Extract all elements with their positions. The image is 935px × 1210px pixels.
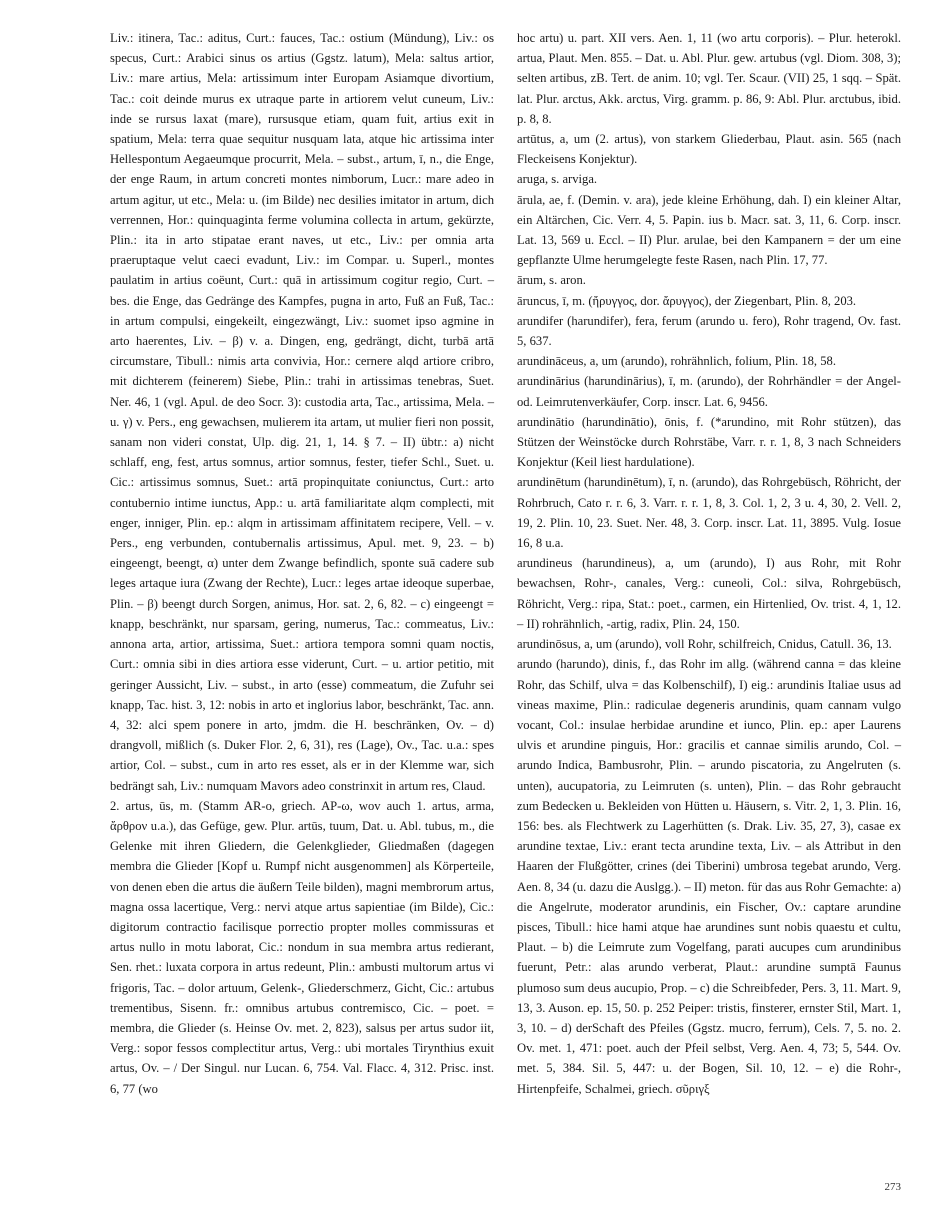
entry-arundinaceus: arundināceus, a, um (arundo), rohrähnlich, folium, Plin. 18, 58. <box>517 354 836 369</box>
entry-arundifer: arundifer (harundifer), fera, ferum (arundo u. fero), Rohr tragend, Ov. fast. 5, 637. <box>517 313 901 349</box>
entry-artus-2: 2. artus, ūs, m. (Stamm AR-o, griech. AP-ω, wov auch 1. artus, arma, ἄρθρον u.a.), das Gefüge, gew. Plur. artūs, tuum, Dat. u. Abl. tubus, m., die Gelenke mit ihren Gliedern, die Gelenkglieder, Gliedmaßen (dagegen membra die Glieder [Kopf u. Rumpf nicht ausgenommen] als Körperteile, von denen eben die artus die äußern Teile bilden), magni membrorum artus, magna ossa lacertique, Verg.: nervi atque artus sapientiae (im Bilde), Cic.: digitorum contractio facilisque porrectio propter molles commissuras et artus nullo in motu laborat, Cic.: nondum in sua membra artus redierant, Sen. rhet.: luxata corpora in artus redeunt, Plin.: ambusti multorum artus vi frigoris, Tac. – dolor artuum, Gelenk-, Gliederschmerz, Gicht, Cic.: artubus trementibus, Sisenn. fr.: omnibus artubus contremisco, Cic. – poet. = membra, die Glieder (s. Heinse Ov. met. 2, 823), salsus per artus sudor iit, Verg.: sopor fessos complectitur artus, Verg.: ubi mortales Tirynthius exuit artus, Ov. – / Der Singul. nur Lucan. 6, 754. Val. Flacc. 4, 312. Prisc. inst. 6, 77 (wo <box>110 798 494 1096</box>
entry-arundinatio: arundinātio (harundinātio), ōnis, f. (*arundino, mit Rohr stützen), das Stützen der Weinstöcke durch Rohrstäbe, Varr. r. r. 1, 8, 3 nach Schneiders Konjektur (Keil liest hardulatione). <box>517 414 901 470</box>
entry-arundo: arundo (harundo), dinis, f., das Rohr im allg. (während canna = das kleine Rohr, das Schilf, ulva = das Kolbenschilf), I) eig.: arundinis Italiae usus ad vineas maxime, Plin.: radiculae degeneris arundinis, quam cannam vulgo vocant, Col.: insulae herbidae arundine et iunco, Plin. ep.: aper Laurens ulvis et arundine pinguis, Hor.: gracilis et cannae similis arundo, Col. – arundo Indica, Bambusrohr, Plin. – arundo piscatoria, zu Angelruten (s. unten), aucupatoria, zu Leimruten (s. unten), Plin. – das Rohr gebraucht zum Bedecken u. Bekleiden von Hütten u. Häusern, s. Vitr. 2, 1, 3. Plin. 16, 156: bes. als Flechtwerk zu Lagerhütten (s. Drak. Liv. 35, 27, 3), casae ex arundine textae, Liv.: erant tecta arundine texta, Liv. – als Attribut in den Haaren der Flußgötter, crines (dei Tiberini) umbrosa tegebat arundo, Verg. Aen. 8, 34 (u. dazu die Auslgg.). – II) meton. für das aus Rohr Gemachte: a) die Angelrute, moderator arundinis, ein Fischer, Ov.: captare arundine pisces, Tibull.: hice hami atque hae arundines sunt nobis quaestu et cultu, Plaut. – b) die Leimrute zum Vogelfang, parati aucupes cum arundinibus fuerunt, Petr.: alas arundo verberat, Plaut.: arundine sumptā Faunus plumoso sum deus aucupio, Prop. – c) die Schreibfeder, Pers. 3, 11. Mart. 9, 13, 3. Auson. ep. 15, 50. p. 252 Peiper: tristis, finsterer, ernster Stil, Mart. 1, 3, 10. – d) derSchaft des Pfeiles (Ggstz. mucro, ferrum), Cels. 7, 5. no. 2. Ov. met. 1, 471: poet. auch der Pfeil selbst, Verg. Aen. 4, 73; 5, 544. Ov. met. 5, 384. Sil. 5, 447: u. der Bogen, Sil. 10, 12. – e) die Rohr-, Hirtenpfeife, Schalmei, griech. σῦριγξ <box>517 657 901 1096</box>
entry-arundinetum: arundinētum (harundinētum), ī, n. (arundo), das Rohrgebüsch, Röhricht, der Rohrbruch, Cato r. r. 6, 3. Varr. r. r. 1, 8, 3. Col. 1, 2, 3 u. 4, 30, 2. Vell. 2, 19, 2. Plin. 10, 23. Suet. Ner. 48, 3. Corp. inscr. Lat. 11, 3895. Vulg. Iosue 16, 8 u.a. <box>517 475 901 551</box>
left-column <box>110 28 494 1099</box>
entry-paragraph: Liv.: itinera, Tac.: aditus, Curt.: fauces, Tac.: ostium (Mündung), Liv.: os specus, Curt.: Arabici sinus os artius (Ggstz. latum), Mela: saltus artior, Liv.: mare artius, Mela: artissimum inter Europam Asiamque divortium, Tac.: coit deinde murus ex utraque parte in artiorem velut cuneum, Liv.: inde se rursus laxat (mare), rursusque etiam, quam fuit, artius exit in spatium, Mela: terra quae sequitur nusquam lata, atque hic artissima inter Hellespontum Aegaeumque procurrit, Mela. – subst., artum, ī, n., die Enge, der enge Raum, in artum concreti montes nimborum, Lucr.: mare adeo in artum agitur, ut etc., Mela: u. (im Bilde) nec desilies imitator in artum, dich verrennen, Hor.: quinquaginta ferme volumina collecta in artum, gekürzte, Plin.: ita in arto stipatae erant naves, ut etc., Liv.: per omnia arta praeruptaque velut caeci evadunt, Liv.: im Compar. u. Superl., montes paulatim in artius coëunt, Curt.: quā in artissimum cogitur regio, Curt. – bes. die Enge, das Gedränge des Kampfes, pugna in arto, Fuß an Fuß, Tac.: in artum compulsi, eingekeilt, eingezwängt, Liv.: suomet ipso agmine in arto haerentes, Liv. – β) v. a. Dingen, eng, gedrängt, dicht, turbā artā circumstare, Tibull.: nimis arta convivia, Hor.: cernere alqd artiore cribro, mit dichterem (feinerem) Siebe, Plin.: trahi in artissimas tenebras, Suet. Ner. 46, 1 (vgl. Apul. de deo Socr. 3): custodia arta, Tac., artissima, Mela. – u. γ) v. Pers., eng gewachsen, mulierem ita artam, ut mulier fieri non possit, sanam non videri constat, Ulp. dig. 21, 1, 14. § 7. – II) übtr.: a) nicht schlaff, eng, fest, artus somnus, artior somnus, fester, tiefer Schl., Suet. u. Cic.: artissimus somnus, Suet.: artā propinquitate coniunctus, Curt.: arto contubernio intime iunctus, App.: u. artā familiaritate alqm complecti, mit enger, inniger, Plin. ep.: alqm in artissimam affinitatem recipere, Vell. – v. Pers., eng verbunden, contubernalis artissimus, Apul. met. 9, 23. – b) eingeengt, beengt, α) unter dem Zwange befindlich, sponte suā cadere sub leges artaque iura (Zwang der Rechte), Lucr.: leges artae ideoque superbae, Plin. – β) beengt durch Sorgen, animus, Hor. sat. 2, 6, 82. – c) eingeengt = knapp, beschränkt, nur sparsam, gering, numerus, Tac.: commeatus, Liv.: annona arta, artior, artissima, Suet.: artiora tempora somni quam noctis, Curt.: omnia sibi in dies artiora esse viderunt, Curt. – u. artior petitio, mit geringer Aussicht, Liv. – subst., in arto (esse) commeatum, die Zufuhr sei knapp, Tac. hist. 3, 12: nobis in arto et inglorius labor, beschränkt, Tac. ann. 4, 32: alci spem ponere in arto, jmdm. die H. beschränken, Ov. – d) drangvoll, mißlich (s. Duker Flor. 2, 6, 31), res (Lage), Ov., Tac. u.a.: spes artior, Col. – subst., cum in arto res esset, als er in der Klemme war, sich bedrängt sah, Liv.: numquam Mavors adeo constrinxit in artum res, Claud. <box>110 31 494 793</box>
entry-aruga: aruga, s. arviga. <box>517 172 598 187</box>
entry-aruncus: āruncus, ī, m. (ἤρυγγος, dor. ἄρυγγος), der Ziegenbart, Plin. 8, 203. <box>517 293 857 308</box>
page-number: 273 <box>884 1181 901 1193</box>
entry-artutus: artūtus, a, um (2. artus), von starkem Gliederbau, Plaut. asin. 565 (nach Fleckeisens Konjektur). <box>517 132 901 167</box>
entry-arundineus: arundineus (harundineus), a, um (arundo), I) aus Rohr, mit Rohr bewachsen, Rohr-, canales, Verg.: cuneoli, Col.: silva, Rohrgebüsch, Röhricht, Verg.: ripa, Stat.: poet., carmen, ein Hirtenlied, Ov. trist. 4, 1, 12. – II) rohrähnlich, -artig, radix, Plin. 24, 150. <box>517 556 901 631</box>
entry-arula: ārula, ae, f. (Demin. v. ara), jede kleine Erhöhung, dah. I) ein kleiner Altar, ein Altärchen, Cic. Verr. 4, 5. Papin. ius b. Macr. sat. 3, 11, 6. Corp. inscr. Lat. 13, 569 u. Eccl. – II) Plur. arulae, bei den Kampanern = der um eine gepflanzte Ulme herumgelegte feste Rasen, nach Plin. 17, 77. <box>517 192 901 268</box>
entry-arundinosus: arundinōsus, a, um (arundo), voll Rohr, schilfreich, Cnidus, Catull. 36, 13. <box>517 637 892 652</box>
right-column <box>517 28 901 1099</box>
entry-arum: ārum, s. aron. <box>517 273 586 288</box>
entry-arundinarius: arundinārius (harundinārius), ī, m. (arundo), der Rohrhändler = der Angel- od. Leimrutenverkäufer, Corp. inscr. Lat. 6, 9456. <box>517 374 901 409</box>
entry-continuation: hoc artu) u. part. XII vers. Aen. 1, 11 (wo artu corporis). – Plur. heterokl. artua, Plaut. Men. 855. – Dat. u. Abl. Plur. gew. artubus (vgl. Diom. 308, 3); selten artibus, zB. Tert. de anim. 10; vgl. Ter. Scaur. (VII) 25, 1 sqq. – Spät. lat. Plur. arctus, Akk. arctus, Virg. gramm. p. 86, 9: Abl. Plur. arctubus, ibid. p. 8, 8. <box>517 31 901 126</box>
